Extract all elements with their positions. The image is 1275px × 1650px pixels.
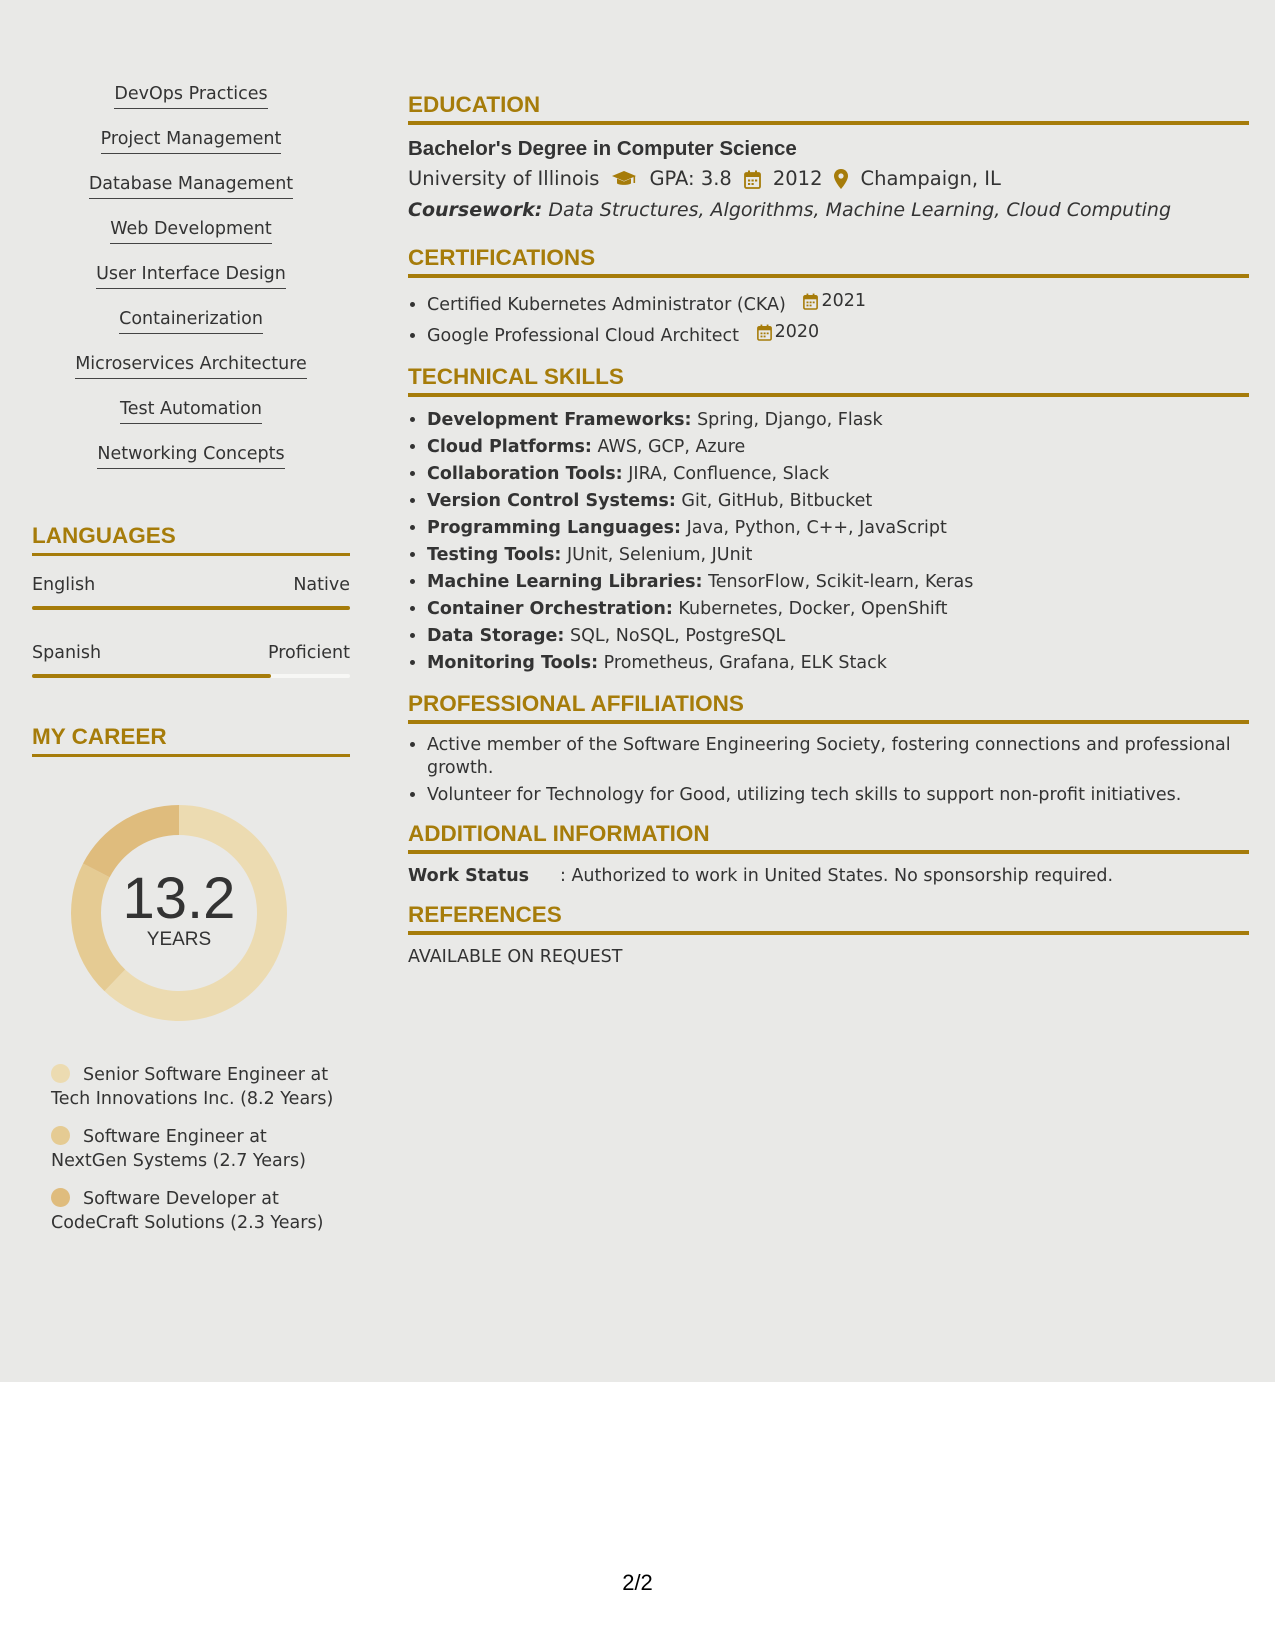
education-heading: EDUCATION	[408, 92, 1249, 125]
skill-item: Database Management	[89, 174, 293, 199]
main-content	[408, 92, 1249, 983]
skill-values: SQL, NoSQL, PostgreSQL	[570, 626, 786, 646]
language-name: Spanish	[32, 643, 102, 663]
education-section	[408, 92, 1249, 225]
language-level: Native	[293, 575, 350, 595]
skill-category: Version Control Systems:	[427, 491, 676, 511]
affiliation-item: • Active member of the Software Engineering Society, fostering connections and professional growth.	[427, 734, 1249, 780]
skill-item: Containerization	[119, 309, 263, 334]
skills-list	[32, 84, 350, 489]
technical-skill-item	[427, 488, 1249, 515]
work-status	[408, 864, 1249, 888]
skill-category: Collaboration Tools:	[427, 464, 623, 484]
skill-values: AWS, GCP, Azure	[597, 437, 746, 457]
skill-item: Test Automation	[120, 399, 262, 424]
additional-info-heading: ADDITIONAL INFORMATION	[408, 821, 1249, 854]
career-total	[65, 866, 293, 951]
career-legend-item	[51, 1187, 350, 1235]
career-total-unit: YEARS	[146, 929, 212, 950]
language-entry	[32, 642, 350, 678]
references-section	[408, 902, 1249, 969]
certification-name: Google Professional Cloud Architect	[427, 326, 740, 346]
career-total-number: 13.2	[122, 866, 236, 931]
certification-name: Certified Kubernetes Administrator (CKA)	[427, 295, 786, 315]
skill-item: Project Management	[101, 129, 282, 154]
sidebar	[32, 84, 350, 1249]
affiliations-section	[408, 691, 1249, 807]
language-proficiency-bar	[32, 674, 350, 678]
affiliations-heading: PROFESSIONAL AFFILIATIONS	[408, 691, 1249, 724]
skill-values: Git, GitHub, Bitbucket	[681, 491, 873, 511]
skill-category: Development Frameworks:	[427, 410, 692, 430]
career-role: Senior Software Engineer at	[83, 1065, 329, 1085]
skill-values: Spring, Django, Flask	[697, 410, 883, 430]
university-name: University of Illinois	[408, 167, 600, 190]
technical-skill-item	[427, 596, 1249, 623]
technical-skill-item	[427, 623, 1249, 650]
technical-skills-list	[408, 407, 1249, 677]
technical-skill-item	[427, 569, 1249, 596]
skill-values: JUnit, Selenium, JUnit	[567, 545, 753, 565]
skill-category: Container Orchestration:	[427, 599, 673, 619]
technical-skill-item	[427, 650, 1249, 677]
skill-values: Java, Python, C++, JavaScript	[686, 518, 947, 538]
affiliation-item: • Volunteer for Technology for Good, utilizing tech skills to support non-profit initiatives.	[427, 784, 1249, 807]
calendar-icon	[757, 324, 772, 341]
skill-item: Web Development	[110, 219, 272, 244]
career-heading: MY CAREER	[32, 724, 350, 757]
coursework-list: Data Structures, Algorithms, Machine Learning, Cloud Computing	[548, 199, 1172, 221]
skill-values: Prometheus, Grafana, ELK Stack	[603, 653, 887, 673]
skill-item: Microservices Architecture	[75, 354, 307, 379]
languages-list	[32, 574, 350, 678]
career-company: CodeCraft Solutions (2.3 Years)	[51, 1213, 324, 1233]
coursework-label: Coursework:	[408, 199, 543, 221]
work-status-label: Work Status	[408, 866, 530, 886]
skill-item: User Interface Design	[96, 264, 286, 289]
graduation-year: 2012	[772, 167, 823, 190]
legend-dot-icon	[51, 1064, 70, 1083]
skill-category: Testing Tools:	[427, 545, 562, 565]
career-company: Tech Innovations Inc. (8.2 Years)	[51, 1089, 334, 1109]
coursework	[408, 195, 1249, 225]
work-status-value: : Authorized to work in United States. No sponsorship required.	[560, 866, 1114, 886]
career-company: NextGen Systems (2.7 Years)	[51, 1151, 306, 1171]
languages-heading: LANGUAGES	[32, 523, 350, 556]
education-details	[408, 163, 1249, 195]
certifications-list	[408, 288, 1249, 350]
technical-skill-item	[427, 542, 1249, 569]
location-pin-icon	[834, 169, 848, 189]
career-legend	[51, 1063, 350, 1235]
technical-skill-item	[427, 407, 1249, 434]
career-role: Software Engineer at	[83, 1127, 267, 1147]
career-legend-item	[51, 1125, 350, 1173]
graduation-cap-icon	[611, 170, 637, 188]
additional-info-section	[408, 821, 1249, 888]
technical-skill-item	[427, 515, 1249, 542]
language-name: English	[32, 575, 96, 595]
skill-values: JIRA, Confluence, Slack	[628, 464, 830, 484]
skill-category: Cloud Platforms:	[427, 437, 592, 457]
career-role: Software Developer at	[83, 1189, 279, 1209]
language-level: Proficient	[268, 643, 350, 663]
gpa: GPA: 3.8	[649, 167, 732, 190]
certification-year: 2020	[774, 322, 820, 342]
references-text: AVAILABLE ON REQUEST	[408, 947, 623, 967]
technical-skills-section	[408, 364, 1249, 677]
language-proficiency-fill	[32, 674, 271, 678]
skill-category: Programming Languages:	[427, 518, 682, 538]
references-heading: REFERENCES	[408, 902, 1249, 935]
career-legend-item	[51, 1063, 350, 1111]
certification-date	[757, 319, 820, 346]
technical-skill-item	[427, 461, 1249, 488]
calendar-icon	[744, 170, 761, 189]
technical-skills-heading: TECHNICAL SKILLS	[408, 364, 1249, 397]
education-location: Champaign, IL	[860, 167, 1001, 190]
certification-date	[803, 288, 866, 315]
certifications-heading: CERTIFICATIONS	[408, 245, 1249, 278]
calendar-icon	[803, 293, 818, 310]
page-number: 2/2	[622, 1570, 653, 1595]
certifications-section	[408, 245, 1249, 350]
skill-item: DevOps Practices	[114, 84, 267, 109]
skill-values: Kubernetes, Docker, OpenShift	[678, 599, 948, 619]
skill-category: Monitoring Tools:	[427, 653, 599, 673]
skill-category: Data Storage:	[427, 626, 565, 646]
legend-dot-icon	[51, 1126, 70, 1145]
language-proficiency-fill	[32, 606, 350, 610]
affiliations-list	[408, 734, 1249, 807]
language-proficiency-bar	[32, 606, 350, 610]
certification-year: 2021	[821, 291, 866, 311]
certification-item	[427, 319, 1249, 350]
technical-skill-item	[427, 434, 1249, 461]
legend-dot-icon	[51, 1188, 70, 1207]
degree-title: Bachelor's Degree in Computer Science	[408, 137, 797, 160]
career-donut-chart	[65, 799, 293, 1027]
skill-values: TensorFlow, Scikit-learn, Keras	[708, 572, 974, 592]
skill-item: Networking Concepts	[97, 444, 284, 469]
language-entry	[32, 574, 350, 610]
skill-category: Machine Learning Libraries:	[427, 572, 703, 592]
certification-item	[427, 288, 1249, 319]
